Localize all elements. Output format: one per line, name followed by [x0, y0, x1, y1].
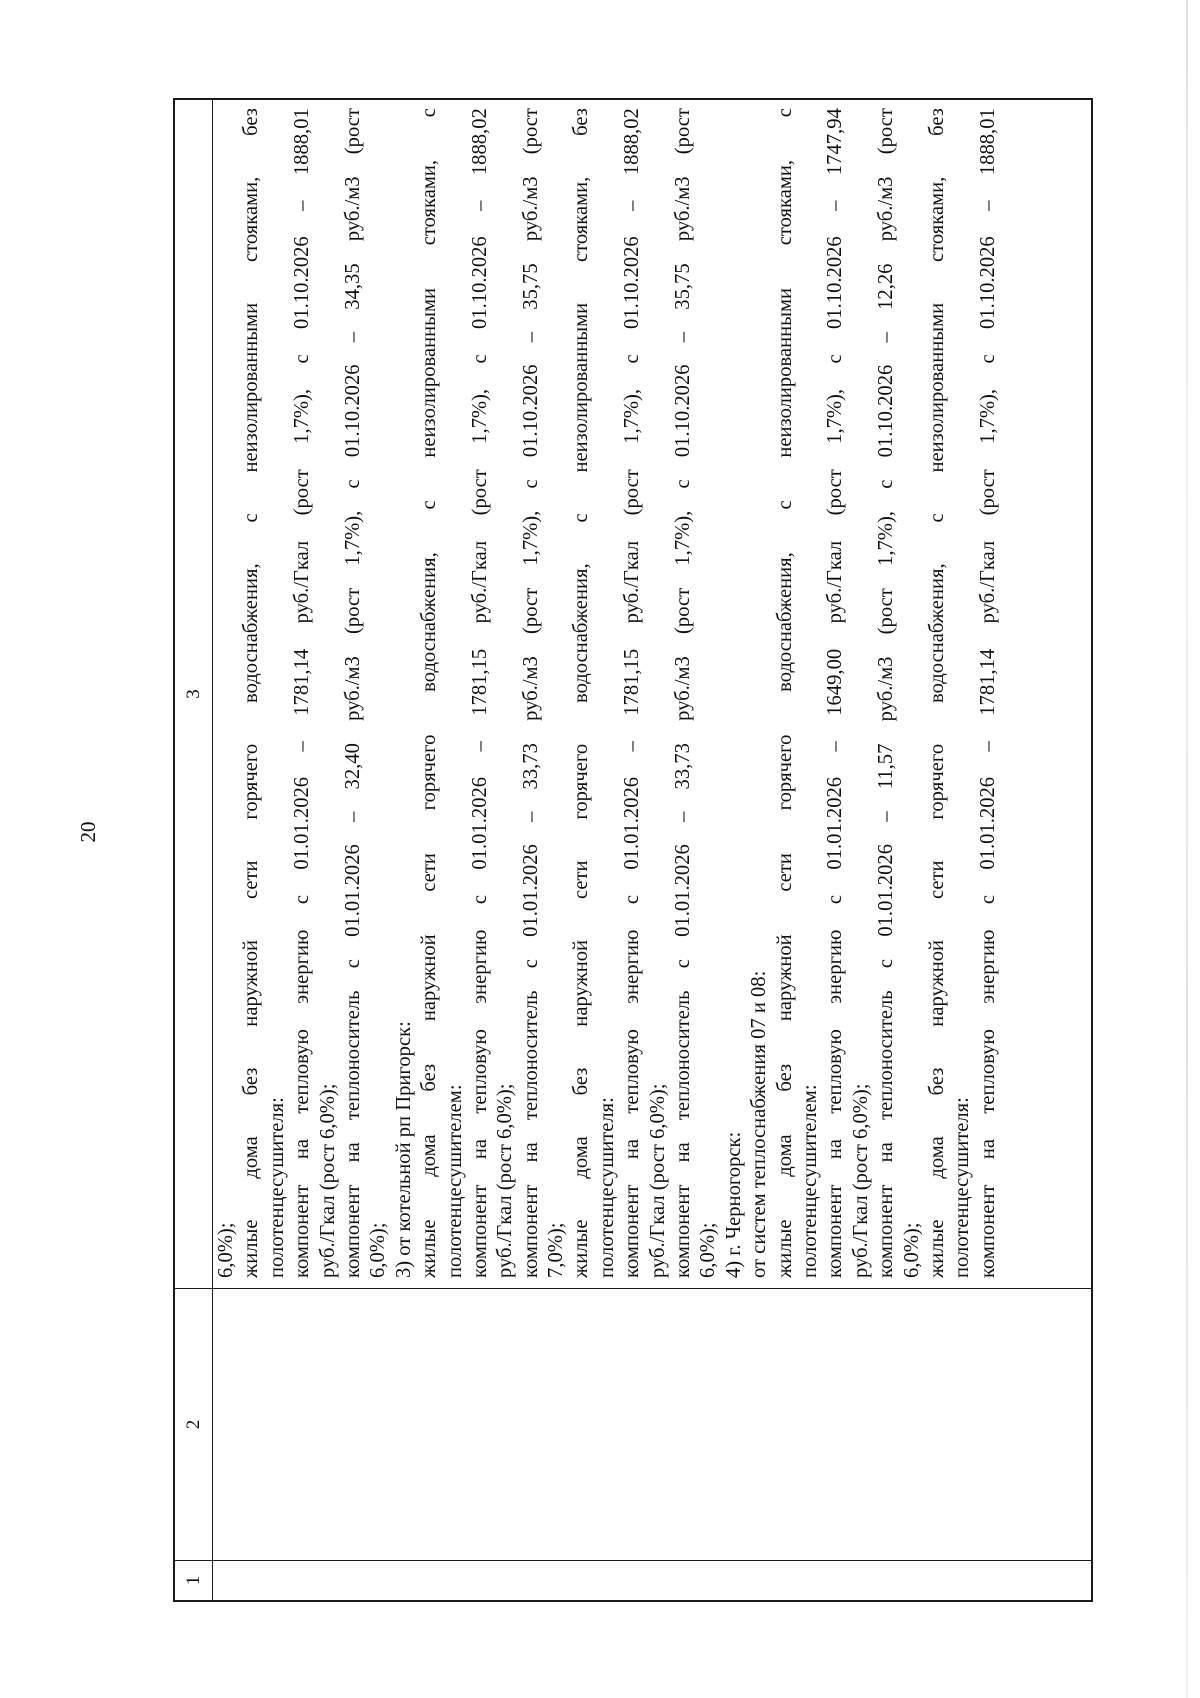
text-word: теплоноситель [519, 990, 542, 1120]
page-number: 20 [76, 821, 100, 843]
text-word: 34,35 [341, 263, 364, 310]
text-line [874, 108, 899, 1278]
text-word: (рост [519, 108, 542, 155]
text-word: 01.01.2026 [291, 776, 314, 870]
column-header-1: 1 [175, 1561, 213, 1600]
text-word: дома [418, 1134, 441, 1177]
text-word: энергию [976, 929, 999, 1004]
text-word: горячего [773, 734, 796, 811]
text-word: 35,75 [672, 263, 695, 310]
text-word: горячего [418, 734, 441, 811]
text-word: на [824, 1139, 847, 1160]
text-word: (рост [621, 469, 644, 516]
text-word: на [291, 1139, 314, 1160]
text-word: с [875, 958, 898, 969]
text-line: 6,0%); [367, 1222, 390, 1278]
text-word: дома [925, 1136, 948, 1179]
text-word: с [875, 479, 898, 489]
text-line: полотенцесушителя: [265, 1097, 288, 1278]
text-word: водоснабжения, [240, 563, 263, 703]
text-word: с [621, 354, 644, 364]
text-word: – [875, 332, 898, 343]
text-word: с [240, 513, 263, 523]
text-line: 6,0%); [900, 1222, 923, 1278]
text-word: – [824, 200, 847, 211]
text-word: руб./м3 [519, 176, 542, 242]
text-line: руб./Гкал (рост 6,0%); [494, 1083, 517, 1278]
text-word: на [875, 1142, 898, 1163]
text-word: компонент [621, 1184, 644, 1278]
text-word: (рост [824, 469, 847, 516]
text-word: руб./Гкал [621, 540, 644, 624]
text-word: сети [570, 860, 593, 900]
text-word: 1781,14 [291, 648, 314, 716]
text-word: – [519, 811, 542, 822]
text-word: наружной [240, 939, 263, 1027]
text-word: – [468, 200, 491, 211]
text-word: 1,7%), [875, 511, 898, 566]
text-word: компонент [824, 1184, 847, 1278]
column-header-3: 3 [175, 100, 213, 1288]
text-word: 1888,01 [291, 108, 314, 176]
text-word: компонент [519, 1184, 542, 1278]
text-word: горячего [240, 743, 263, 820]
text-word: с [824, 895, 847, 905]
text-word: – [341, 811, 364, 822]
text-word: руб./м3 [672, 176, 695, 242]
text-word: тепловую [976, 1029, 999, 1114]
text-word: тепловую [291, 1029, 314, 1114]
text-word: – [672, 811, 695, 822]
text-line [569, 108, 594, 1278]
text-word: жилые [570, 1219, 593, 1278]
text-word: с [418, 500, 441, 510]
table-column-2 [175, 1288, 1091, 1560]
text-word: с [418, 108, 441, 118]
text-word: 01.10.2026 [672, 364, 695, 458]
text-word: 1,7%), [621, 388, 644, 444]
text-word: компонент [291, 1184, 314, 1278]
text-line [417, 108, 442, 1278]
text-word: с [773, 500, 796, 510]
table-column-1 [175, 1560, 1091, 1600]
text-line [823, 108, 848, 1278]
text-word: 01.01.2026 [976, 776, 999, 870]
text-word: (рост [468, 469, 491, 516]
column-header-2: 2 [175, 1289, 213, 1560]
text-line [976, 108, 1001, 1278]
text-line: полотенцесушителем: [798, 1084, 821, 1278]
text-word: 1649,00 [824, 648, 847, 716]
text-line: полотенцесушителя: [951, 1097, 974, 1278]
text-word: 01.10.2026 [468, 236, 491, 329]
text-word: руб./м3 [341, 176, 364, 242]
text-line: от систем теплоснабжения 07 и 08: [748, 970, 771, 1278]
text-word: – [341, 331, 364, 343]
text-word: 33,73 [672, 743, 695, 790]
text-line [239, 108, 264, 1278]
text-word: 01.01.2026 [519, 844, 542, 937]
text-word: 33,73 [519, 743, 542, 790]
text-word: 01.01.2026 [341, 844, 364, 937]
text-word: с [468, 354, 491, 364]
text-word: без [925, 1067, 948, 1096]
text-word: руб./м3 [672, 656, 695, 721]
text-word: энергию [621, 929, 644, 1004]
text-word: (рост [875, 108, 898, 155]
text-word: неизолированными [570, 302, 593, 473]
text-line: 7,0%); [545, 1222, 568, 1278]
text-word: с [672, 959, 695, 969]
text-word: 1,7%), [291, 388, 314, 444]
text-word: 1,7%), [976, 388, 999, 444]
text-word: жилые [240, 1219, 263, 1278]
text-word: сети [773, 853, 796, 892]
text-word: с [976, 895, 999, 905]
text-word: (рост [672, 587, 695, 634]
text-word: с [519, 479, 542, 489]
text-word: на [976, 1139, 999, 1160]
text-word: 32,40 [341, 743, 364, 790]
text-word: – [468, 741, 491, 752]
text-word: без [570, 108, 593, 136]
text-word: водоснабжения, [418, 552, 441, 692]
text-word: 01.01.2026 [824, 776, 847, 870]
text-line: 3) от котельной рп Пригорск: [392, 1021, 415, 1278]
text-word: 12,26 [875, 263, 898, 310]
text-word: горячего [570, 743, 593, 820]
text-word: теплоноситель [672, 990, 695, 1120]
column-3-body [212, 100, 1091, 1288]
text-line: полотенцесушителем: [443, 1084, 466, 1278]
text-word: сети [240, 860, 263, 900]
text-word: с [341, 959, 364, 969]
text-word: энергию [468, 929, 491, 1004]
text-word: без [570, 1067, 593, 1096]
text-line: руб./Гкал (рост 6,0%); [849, 1083, 872, 1278]
text-word: – [875, 811, 898, 822]
text-word: 1,7%), [824, 388, 847, 444]
text-word: – [824, 741, 847, 752]
text-line: 6,0%); [697, 1222, 720, 1278]
text-line [671, 108, 696, 1278]
text-word: (рост [976, 469, 999, 516]
text-word: на [672, 1142, 695, 1163]
text-word: 1781,15 [621, 648, 644, 716]
text-word: с [570, 513, 593, 523]
text-word: водоснабжения, [570, 563, 593, 703]
text-word: без [240, 108, 263, 136]
text-line: полотенцесушителя: [595, 1097, 618, 1278]
text-word: 01.10.2026 [519, 364, 542, 458]
text-word: неизолированными [240, 302, 263, 473]
text-word: – [621, 741, 644, 752]
text-word: руб./Гкал [468, 540, 491, 624]
text-word: тепловую [468, 1029, 491, 1114]
text-line: 6,0%); [215, 1222, 237, 1278]
text-line [620, 108, 645, 1278]
text-word: 01.10.2026 [976, 236, 999, 329]
text-word: жилые [418, 1219, 441, 1278]
text-word: с [341, 479, 364, 489]
text-word: с [519, 959, 542, 969]
text-word: с [824, 354, 847, 364]
text-word: энергию [824, 929, 847, 1004]
text-word: 1888,02 [468, 108, 491, 176]
text-word: теплоноситель [341, 990, 364, 1120]
text-word: – [976, 741, 999, 752]
text-word: – [976, 200, 999, 211]
text-word: на [621, 1139, 644, 1160]
text-word: теплоноситель [875, 990, 898, 1120]
text-word: 1,7%), [672, 510, 695, 566]
text-word: жилые [773, 1219, 796, 1278]
text-word: руб./Гкал [976, 540, 999, 624]
text-word: стояками, [570, 176, 593, 262]
text-word: 1,7%), [341, 510, 364, 566]
text-word: на [519, 1142, 542, 1163]
text-word: руб./м3 [341, 656, 364, 721]
text-word: руб./Гкал [291, 540, 314, 624]
text-word: 1781,15 [468, 648, 491, 716]
text-word: неизолированными [773, 287, 796, 458]
text-word: дома [570, 1136, 593, 1179]
text-word: водоснабжения, [773, 552, 796, 692]
text-line [290, 108, 315, 1278]
text-word: компонент [875, 1184, 898, 1278]
text-word: 01.01.2026 [621, 776, 644, 870]
text-word: тепловую [621, 1029, 644, 1114]
text-word: (рост [341, 108, 364, 155]
text-word: с [672, 479, 695, 489]
text-word: горячего [925, 743, 948, 820]
text-word: с [291, 895, 314, 905]
text-word: 1888,02 [621, 108, 644, 176]
text-word: – [519, 331, 542, 343]
text-word: с [621, 895, 644, 905]
text-word: наружной [773, 934, 796, 1022]
text-word: – [291, 741, 314, 752]
text-word: 1747,94 [824, 108, 847, 176]
text-word: дома [773, 1134, 796, 1177]
text-word: руб./Гкал [824, 540, 847, 624]
text-word: руб./м3 [519, 656, 542, 721]
text-word: сети [925, 860, 948, 900]
text-word: неизолированными [418, 287, 441, 458]
text-word: водоснабжения, [925, 563, 948, 703]
text-word: стояками, [240, 176, 263, 262]
text-word: неизолированными [925, 302, 948, 473]
text-word: без [773, 1063, 796, 1092]
text-word: с [773, 108, 796, 118]
text-word: наружной [418, 934, 441, 1022]
text-word: без [925, 108, 948, 136]
text-word: 01.01.2026 [672, 844, 695, 937]
text-word: 1781,14 [976, 648, 999, 716]
text-word: компонент [672, 1184, 695, 1278]
text-word: сети [418, 853, 441, 892]
text-word: с [976, 354, 999, 364]
text-line: 4) г. Черногорск: [722, 1131, 745, 1278]
text-word: с [925, 513, 948, 523]
text-line: руб./Гкал (рост 6,0%); [316, 1083, 339, 1278]
text-word: дома [240, 1136, 263, 1179]
text-word: наружной [570, 939, 593, 1027]
text-word: (рост [519, 587, 542, 634]
text-word: – [291, 200, 314, 211]
text-word: 01.01.2026 [875, 844, 898, 937]
text-word: без [418, 1063, 441, 1092]
text-word: 01.10.2026 [875, 364, 898, 458]
text-word: руб./м3 [875, 176, 898, 242]
text-word: компонент [976, 1184, 999, 1278]
text-word: 01.10.2026 [621, 236, 644, 329]
text-word: тепловую [824, 1029, 847, 1114]
text-line [519, 108, 544, 1278]
text-word: жилые [925, 1219, 948, 1278]
text-line [773, 108, 798, 1278]
text-word: на [341, 1142, 364, 1163]
text-word: компонент [468, 1184, 491, 1278]
text-word: на [468, 1139, 491, 1160]
text-word: – [621, 200, 644, 211]
text-word: стояками, [925, 176, 948, 262]
text-word: 01.10.2026 [291, 236, 314, 329]
text-word: 1,7%), [468, 388, 491, 444]
text-word: стояками, [773, 159, 796, 246]
tariff-table [173, 98, 1093, 1602]
text-word: 01.10.2026 [824, 236, 847, 329]
text-word: (рост [672, 108, 695, 155]
text-word: руб./м3 [875, 656, 898, 722]
text-word: наружной [925, 939, 948, 1027]
text-word: энергию [291, 929, 314, 1004]
text-word: 11,57 [875, 743, 898, 790]
text-word: 35,75 [519, 263, 542, 310]
text-word: (рост [341, 587, 364, 634]
text-word: 1888,01 [976, 108, 999, 176]
text-word: (рост [875, 588, 898, 635]
text-line [468, 108, 493, 1278]
text-line: руб./Гкал (рост 6,0%); [646, 1083, 669, 1278]
text-word: 01.01.2026 [468, 776, 491, 870]
column-2-body [212, 1289, 1091, 1560]
text-word: 1,7%), [519, 510, 542, 566]
text-word: с [291, 354, 314, 364]
text-word: стояками, [418, 159, 441, 246]
column-1-body [212, 1561, 1091, 1600]
text-word: 01.10.2026 [341, 364, 364, 458]
text-word: (рост [291, 469, 314, 516]
text-line [341, 108, 366, 1278]
text-word: без [240, 1067, 263, 1096]
text-word: с [468, 895, 491, 905]
scan-edge [1186, 0, 1188, 1698]
text-word: – [672, 331, 695, 343]
text-line [925, 108, 950, 1278]
table-column-3 [175, 100, 1091, 1288]
text-word: компонент [341, 1184, 364, 1278]
